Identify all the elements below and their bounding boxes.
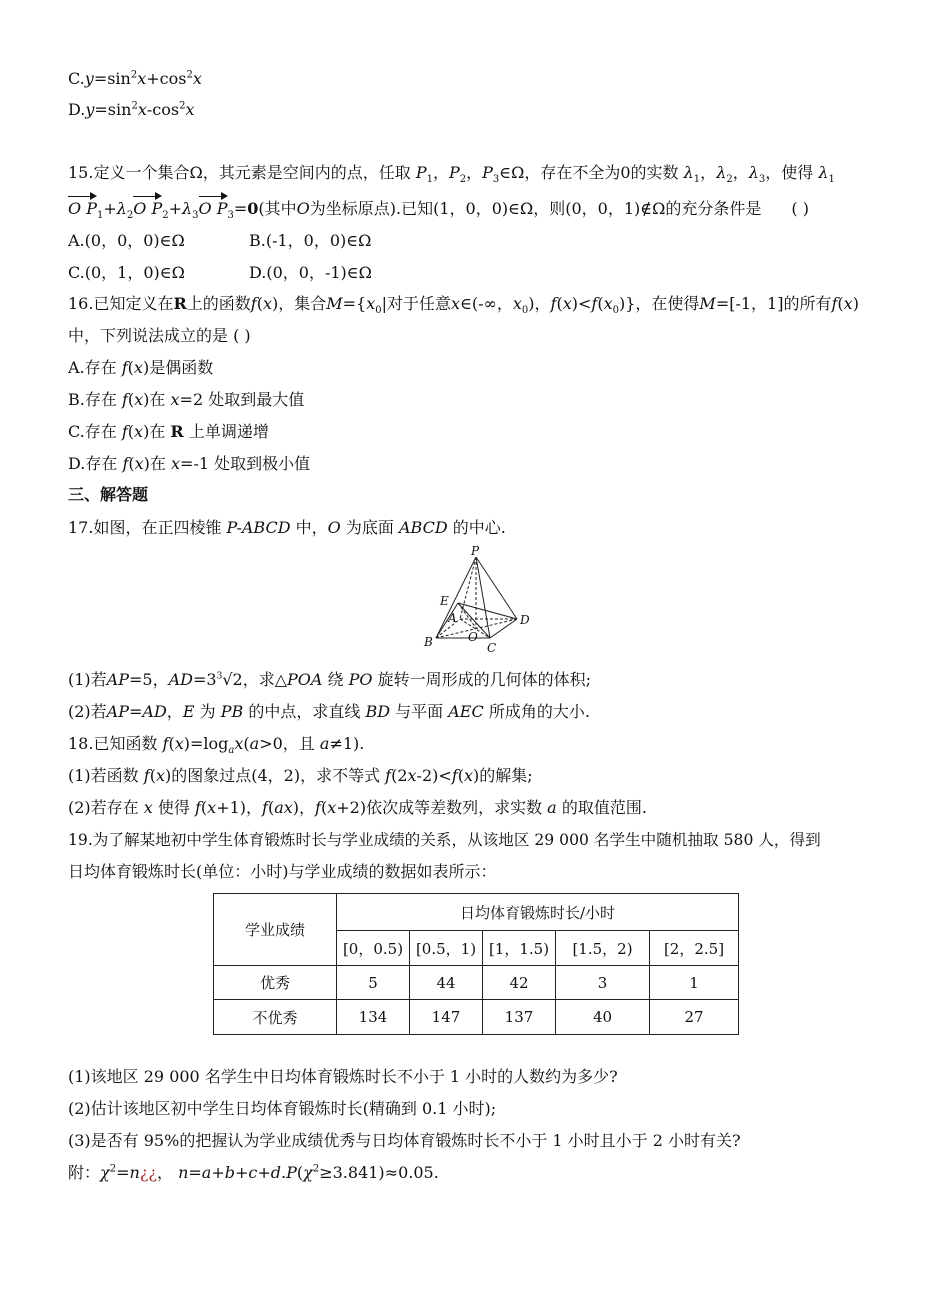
table-cell: 137: [483, 1000, 556, 1035]
table-cell: 134: [337, 1000, 410, 1035]
q15-stem-line2: O $P_1+\lambda_2O$ $P_2+\lambda_3O$ $P_3=0$(其中O为坐标原点).已知(1，0，0)∈Ω，则(0，0，1)∉Ω的充分条件是 ( ): [68, 195, 809, 219]
q15-stem-line1: 15.定义一个集合Ω，其元素是空间内的点，任取 $P_1$，$P_2$，$P_3\in\Omega$，存在不全为0的实数 $\lambda_1$，$\lambda_2$，$\lambda_3$，使得 $\lambda_1$: [68, 163, 835, 186]
table-cell: 27: [650, 1000, 739, 1035]
label-c: C: [487, 641, 497, 655]
table-row: [214, 966, 739, 1000]
q15-option-c: C.(0，1，0)∈Ω: [68, 263, 185, 282]
q16-option-d: D.存在 f(x)在 x=-1 处取到极小值: [68, 454, 311, 473]
table-row-header: 学业成绩: [214, 894, 337, 966]
label-d: D: [520, 613, 530, 627]
interval-cell: [1.5，2): [556, 931, 650, 966]
q14-option-d: $D.y=\sin^2x-\cos^2x$: [68, 100, 195, 119]
pyramid-figure: [418, 545, 538, 657]
q19-stem-line1: 19.为了解某地初中学生体育锻炼时长与学业成绩的关系，从该地区 29 000 名学生中随机抽取 580 人，得到: [68, 831, 821, 849]
q16-option-a: A.存在 f(x)是偶函数: [68, 358, 214, 377]
q18-part1: (1)若函数 f(x)的图象过点(4，2)，求不等式 f(2x-2)<f(x)的解集;: [68, 766, 533, 785]
q19-note: 附：$\chi^2=n¿¿$， $n=a+b+c+d.P(\chi^2\ge 3.841)\approx 0.05$.: [68, 1163, 439, 1182]
row-label: 优秀: [214, 966, 337, 1000]
row-label: 不优秀: [214, 1000, 337, 1035]
interval-cell: [0，0.5): [337, 931, 410, 966]
q16-stem-line2: 中，下列说法成立的是 ( ): [68, 326, 251, 345]
q19-part3: (3)是否有 95%的把握认为学业成绩优秀与日均体育锻炼时长不小于 1 小时且小于 2 小时有关?: [68, 1131, 741, 1150]
label-e: E: [440, 594, 449, 608]
data-table: [213, 893, 739, 1035]
label-b: B: [424, 635, 433, 649]
q19-part2: (2)估计该地区初中学生日均体育锻炼时长(精确到 0.1 小时);: [68, 1099, 497, 1118]
table-cell: 42: [483, 966, 556, 1000]
q17-stem: 17.如图，在正四棱锥 P-ABCD 中，O 为底面 ABCD 的中心.: [68, 518, 506, 537]
q18-stem: 18.已知函数 $f(x)=\log_ax(a>0$，且 a≠1).: [68, 734, 365, 757]
table-row: [214, 1000, 739, 1035]
table-cell: 3: [556, 966, 650, 1000]
table-cell: 40: [556, 1000, 650, 1035]
q15-option-b: B.(-1，0，0)∈Ω: [249, 231, 372, 250]
section-title: 三、解答题: [68, 485, 149, 504]
q15-option-a: A.(0，0，0)∈Ω: [68, 231, 185, 250]
q15-option-d: D.(0，0，-1)∈Ω: [249, 263, 372, 282]
table-cell: 1: [650, 966, 739, 1000]
q17-part1: (1)若AP=5，$AD=3^3√2$，求△POA 绕 PO 旋转一周形成的几何体的体积;: [68, 670, 592, 689]
interval-cell: [1，1.5): [483, 931, 556, 966]
interval-cell: [0.5，1): [410, 931, 483, 966]
label-a: A: [448, 611, 457, 625]
table-col-group-header: 日均体育锻炼时长/小时: [337, 894, 739, 931]
interval-cell: [2，2.5]: [650, 931, 739, 966]
q18-part2: (2)若存在 x 使得 f(x+1)，f(ax)，f(x+2)依次成等差数列，求实数 a 的取值范围.: [68, 798, 647, 817]
label-p: P: [471, 545, 480, 558]
table-cell: 147: [410, 1000, 483, 1035]
label-o: O: [468, 630, 478, 644]
q16-stem-line1: 16.已知定义在R上的函数f(x)，集合$M=\{x_0|$对于任意x∈(-∞，$x_0$)，$f(x)<f(x_0)$}，在使得M=[-1，1]的所有f(x): [68, 294, 859, 317]
q16-option-b: B.存在 f(x)在 x=2 处取到最大值: [68, 390, 305, 409]
q19-stem-line2: 日均体育锻炼时长(单位：小时)与学业成绩的数据如表所示：: [68, 862, 497, 881]
q17-part2: (2)若AP=AD，E 为 PB 的中点，求直线 BD 与平面 AEC 所成角的大小.: [68, 702, 590, 721]
q19-part1: (1)该地区 29 000 名学生中日均体育锻炼时长不小于 1 小时的人数约为多少?: [68, 1067, 618, 1086]
q14-option-c: $C.y=\sin^2x+\cos^2x$: [68, 69, 202, 88]
table-cell: 44: [410, 966, 483, 1000]
table-cell: 5: [337, 966, 410, 1000]
q16-option-c: C.存在 f(x)在 R 上单调递增: [68, 422, 269, 441]
